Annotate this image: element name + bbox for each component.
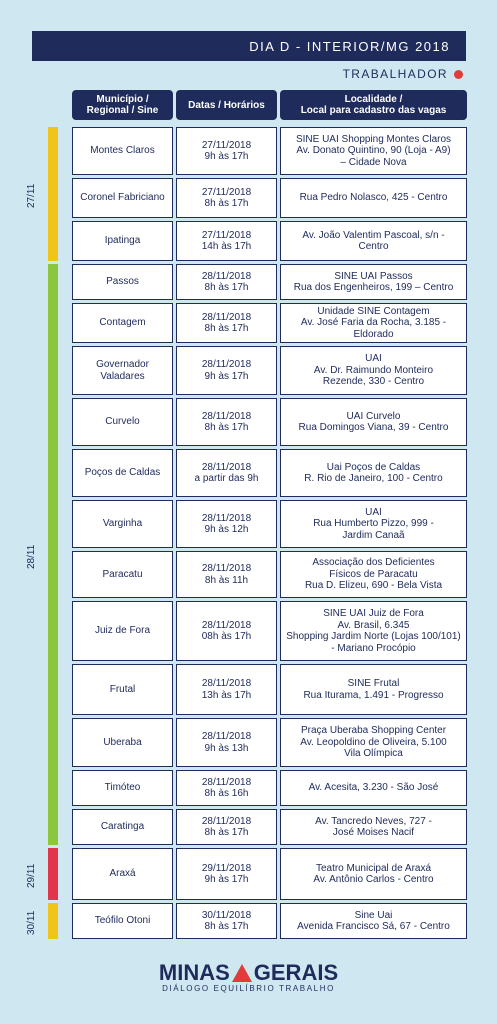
localidade-line: Associação dos Deficientes xyxy=(312,557,435,569)
date-text: 28/11/2018 xyxy=(201,563,252,574)
datas-text xyxy=(202,863,251,886)
table-row xyxy=(72,500,467,548)
datas-cell xyxy=(176,718,277,767)
time-text: 8h às 17h xyxy=(204,198,249,209)
datas-cell xyxy=(176,449,277,497)
localidade-line: Sine Uai xyxy=(354,909,393,921)
localidade-text xyxy=(299,411,449,434)
date-text: 28/11/2018 xyxy=(201,461,252,473)
municipio-cell xyxy=(72,848,173,900)
table-row xyxy=(72,848,467,900)
localidade-text xyxy=(297,910,450,933)
column-header-datas xyxy=(176,90,277,120)
localidade-cell xyxy=(280,718,467,767)
municipio-text: Coronel Fabriciano xyxy=(80,192,165,204)
localidade-text xyxy=(300,725,446,760)
date-text: 28/11/2018 xyxy=(201,410,252,422)
localidade-line: Av. José Faria da Rocha, 3.185 - Eldorado xyxy=(300,317,447,340)
date-text: 27/11/2018 xyxy=(201,139,252,151)
localidade-line: Rezende, 330 - Centro xyxy=(322,376,425,388)
date-bar-1 xyxy=(48,264,58,845)
localidade-line: Jardim Canaã xyxy=(342,529,405,541)
municipio-cell xyxy=(72,903,173,939)
localidade-line: Avenida Francisco Sá, 67 - Centro xyxy=(297,921,450,932)
time-text: 08h às 17h xyxy=(201,631,252,642)
municipio-cell xyxy=(72,809,173,845)
date-text: 28/11/2018 xyxy=(201,359,252,370)
municipio-text: Caratinga xyxy=(100,821,145,833)
datas-text xyxy=(202,777,251,800)
time-text: 9h às 17h xyxy=(204,874,249,885)
localidade-line: Físicos de Paracatu xyxy=(329,568,418,580)
municipio-cell xyxy=(72,127,173,175)
table-row xyxy=(72,809,467,845)
logo-tagline: DIÁLOGO EQUILÍBRIO TRABALHO xyxy=(162,984,335,993)
municipio-text: Ipatinga xyxy=(104,235,141,247)
localidade-cell xyxy=(280,848,467,900)
table-row xyxy=(72,264,467,300)
municipio-text: Paracatu xyxy=(102,568,143,580)
localidade-cell xyxy=(280,903,467,939)
localidade-text xyxy=(315,816,432,839)
column-header-localidade-line2: Local para cadastro das vagas xyxy=(300,105,447,116)
localidade-cell xyxy=(280,178,467,218)
municipio-text: Montes Claros xyxy=(90,145,155,157)
localidade-cell xyxy=(280,127,467,175)
datas-text xyxy=(202,140,251,163)
localidade-text xyxy=(286,608,461,654)
localidade-cell xyxy=(280,449,467,497)
column-header-datas-text: Datas / Horários xyxy=(188,99,265,111)
localidade-line: UAI xyxy=(365,506,382,518)
datas-cell xyxy=(176,848,277,900)
datas-cell xyxy=(176,903,277,939)
municipio-text: Varginha xyxy=(102,518,143,530)
municipio-text: Passos xyxy=(106,276,139,288)
date-text: 28/11/2018 xyxy=(201,776,252,788)
datas-text xyxy=(202,816,251,839)
date-text: 28/11/2018 xyxy=(201,678,252,689)
date-group-label: 27/11 xyxy=(26,183,37,208)
table-row xyxy=(72,303,467,343)
date-text: 29/11/2018 xyxy=(201,862,252,874)
localidade-cell xyxy=(280,303,467,343)
datas-text xyxy=(202,620,252,643)
datas-cell xyxy=(176,346,277,395)
localidade-line: Av. Acesita, 3.230 - São José xyxy=(308,782,439,794)
municipio-cell xyxy=(72,770,173,806)
localidade-text xyxy=(303,678,443,701)
municipio-text: Frutal xyxy=(109,683,136,695)
table-row xyxy=(72,903,467,939)
municipio-text: Teófilo Otoni xyxy=(94,915,151,927)
audience-label xyxy=(343,66,463,82)
localidade-line: SINE UAI Passos xyxy=(334,270,413,282)
audience-text: TRABALHADOR xyxy=(342,67,448,81)
time-text: 9h às 17h xyxy=(204,151,249,162)
localidade-line: Teatro Municipal de Araxá xyxy=(315,862,432,874)
date-text: 27/11/2018 xyxy=(201,186,252,198)
table-row xyxy=(72,449,467,497)
municipio-text: Poços de Caldas xyxy=(84,467,161,479)
column-header-localidade-line1: Localidade / xyxy=(344,94,403,105)
municipio-cell xyxy=(72,718,173,767)
red-dot-icon xyxy=(454,70,463,79)
municipio-cell xyxy=(72,398,173,446)
date-text: 28/11/2018 xyxy=(201,815,252,827)
datas-text xyxy=(202,513,251,536)
datas-cell xyxy=(176,221,277,261)
localidade-line: SINE UAI Shopping Montes Claros xyxy=(295,133,452,145)
time-text: 9h às 12h xyxy=(204,524,249,535)
time-text: 8h às 17h xyxy=(204,422,249,433)
localidade-line: - Mariano Procópio xyxy=(331,642,416,654)
datas-text xyxy=(202,359,251,382)
municipio-cell xyxy=(72,178,173,218)
time-text: 9h às 17h xyxy=(204,370,249,382)
localidade-line: Av. Brasil, 6.345 xyxy=(337,619,410,631)
localidade-cell xyxy=(280,551,467,598)
localidade-line: Rua Humberto Pizzo, 999 - xyxy=(313,518,434,530)
date-text: 28/11/2018 xyxy=(201,270,252,282)
localidade-cell xyxy=(280,264,467,300)
date-group-label: 28/11 xyxy=(26,544,37,569)
municipio-text: Curvelo xyxy=(105,416,140,428)
datas-text xyxy=(202,563,251,586)
municipio-cell xyxy=(72,664,173,715)
localidade-line: UAI xyxy=(365,353,382,365)
municipio-text: Contagem xyxy=(99,317,146,329)
column-header-localidade-text xyxy=(301,94,447,116)
date-text: 30/11/2018 xyxy=(201,909,252,921)
datas-text xyxy=(202,271,251,294)
localidade-cell xyxy=(280,664,467,715)
table-row xyxy=(72,770,467,806)
time-text: 8h às 11h xyxy=(204,574,249,586)
municipio-cell xyxy=(72,303,173,343)
column-header-municipio-text: Município / Regional / Sine xyxy=(86,94,159,116)
table-row xyxy=(72,127,467,175)
triangle-icon xyxy=(232,964,252,982)
logo-right-text: GERAIS xyxy=(253,960,339,985)
municipio-text: Uberaba xyxy=(103,736,142,748)
localidade-cell xyxy=(280,809,467,845)
localidade-text xyxy=(305,557,442,592)
municipio-text: Juiz de Fora xyxy=(94,625,151,637)
time-text: 8h às 17h xyxy=(204,323,249,334)
localidade-cell xyxy=(280,398,467,446)
datas-cell xyxy=(176,178,277,218)
date-bar-2 xyxy=(48,848,58,900)
localidade-line: Rua D. Elizeu, 690 - Bela Vista xyxy=(304,580,443,592)
localidade-line: Rua Ituramа, 1.491 - Progresso xyxy=(303,689,444,701)
time-text: 8h às 17h xyxy=(204,827,249,838)
time-text: 8h às 16h xyxy=(204,788,249,799)
time-text: 9h às 13h xyxy=(204,742,249,754)
localidade-line: Rua Domingos Viana, 39 - Centro xyxy=(298,422,449,433)
localidade-cell xyxy=(280,346,467,395)
table-row xyxy=(72,664,467,715)
localidade-line: Av. Tancredo Neves, 727 - xyxy=(315,815,432,827)
datas-text xyxy=(202,910,251,933)
localidade-line: Vila Olímpica xyxy=(344,748,403,760)
localidade-line: José Moises Nacif xyxy=(332,827,415,838)
localidade-cell xyxy=(280,770,467,806)
localidade-line: Rua Pedro Nolasco, 425 - Centro xyxy=(299,192,448,204)
localidade-line: Unidade SINE Contagem xyxy=(317,305,430,317)
time-text: 8h às 17h xyxy=(204,921,249,932)
localidade-line: Praça Uberaba Shopping Center xyxy=(300,725,447,737)
datas-cell xyxy=(176,770,277,806)
datas-cell xyxy=(176,127,277,175)
localidade-text xyxy=(313,507,434,542)
datas-cell xyxy=(176,500,277,548)
localidade-line: SINE UAI Juiz de Fora xyxy=(323,608,424,619)
column-header-localidade xyxy=(280,90,467,120)
localidade-text xyxy=(296,134,451,169)
localidade-cell xyxy=(280,221,467,261)
datas-text xyxy=(202,731,251,754)
localidade-line: Shopping Jardim Norte (Lojas 100/101) xyxy=(286,631,461,642)
time-text: 8h às 17h xyxy=(204,282,249,293)
column-header-municipio xyxy=(72,90,173,120)
localidade-text xyxy=(302,230,444,253)
date-text: 28/11/2018 xyxy=(201,311,252,323)
localidade-cell xyxy=(280,601,467,661)
municipio-cell xyxy=(72,601,173,661)
table-row xyxy=(72,346,467,395)
localidade-line: Uai Poços de Caldas xyxy=(326,461,421,473)
table-row xyxy=(72,178,467,218)
localidade-text xyxy=(294,271,454,294)
date-group-label: 30/11 xyxy=(26,910,37,935)
localidade-line: Rua dos Engenheiros, 199 – Centro xyxy=(293,282,454,293)
localidade-line: SINE Frutal xyxy=(347,678,400,689)
table-row xyxy=(72,221,467,261)
schedule-table xyxy=(72,127,467,942)
table-row xyxy=(72,601,467,661)
municipio-cell xyxy=(72,500,173,548)
date-text: 28/11/2018 xyxy=(201,619,252,631)
municipio-text: Araxá xyxy=(109,868,136,880)
localidade-line: Av. Dr. Raimundo Monteiro xyxy=(313,364,434,376)
localidade-line: Av. João Valentim Pascoal, s/n - xyxy=(302,229,445,241)
municipio-cell xyxy=(72,551,173,598)
datas-cell xyxy=(176,809,277,845)
localidade-line: UAI Curvelo xyxy=(346,410,401,422)
municipio-cell xyxy=(72,346,173,395)
date-text: 28/11/2018 xyxy=(201,731,252,742)
datas-text xyxy=(202,230,252,253)
localidade-cell xyxy=(280,500,467,548)
localidade-text xyxy=(304,462,442,485)
municipio-text: Timóteo xyxy=(104,782,141,794)
datas-text xyxy=(202,678,252,701)
date-text: 28/11/2018 xyxy=(201,512,252,524)
datas-text xyxy=(195,462,259,485)
localidade-text xyxy=(313,863,433,886)
datas-text xyxy=(202,411,251,434)
time-text: 14h às 17h xyxy=(201,241,252,252)
localidade-text xyxy=(300,192,448,204)
date-group-label: 29/11 xyxy=(26,863,37,888)
localidade-line: Centro xyxy=(358,241,389,252)
page-title-bar xyxy=(32,31,466,61)
localidade-line: Av. Antônio Carlos - Centro xyxy=(313,874,434,885)
datas-cell xyxy=(176,601,277,661)
date-bar-3 xyxy=(48,903,58,939)
minas-gerais-logo xyxy=(0,960,497,993)
localidade-text xyxy=(309,782,439,794)
logo-left-text: MINAS xyxy=(158,960,230,985)
localidade-line: Av. Leopoldino de Oliveira, 5.100 xyxy=(300,736,447,748)
datas-cell xyxy=(176,398,277,446)
time-text: a partir das 9h xyxy=(194,473,259,484)
datas-cell xyxy=(176,664,277,715)
logo-wordmark xyxy=(159,960,338,986)
datas-cell xyxy=(176,551,277,598)
datas-text xyxy=(202,187,251,210)
table-row xyxy=(72,551,467,598)
localidade-text xyxy=(283,306,464,341)
localidade-line: Av. Donato Quintino, 90 (Loja - A9) xyxy=(296,145,451,157)
date-bar-0 xyxy=(48,127,58,261)
datas-cell xyxy=(176,264,277,300)
localidade-line: – Cidade Nova xyxy=(340,156,407,168)
municipio-cell xyxy=(72,449,173,497)
date-text: 27/11/2018 xyxy=(201,229,252,241)
localidade-text xyxy=(314,353,433,388)
datas-cell xyxy=(176,303,277,343)
municipio-cell xyxy=(72,264,173,300)
table-header xyxy=(0,90,497,120)
table-row xyxy=(72,718,467,767)
localidade-line: R. Rio de Janeiro, 100 - Centro xyxy=(304,473,443,484)
time-text: 13h às 17h xyxy=(201,689,252,701)
datas-text xyxy=(202,312,251,335)
municipio-text: Governador Valadares xyxy=(96,359,149,382)
municipio-cell xyxy=(72,221,173,261)
table-row xyxy=(72,398,467,446)
page-title: DIA D - INTERIOR/MG 2018 xyxy=(249,38,450,54)
